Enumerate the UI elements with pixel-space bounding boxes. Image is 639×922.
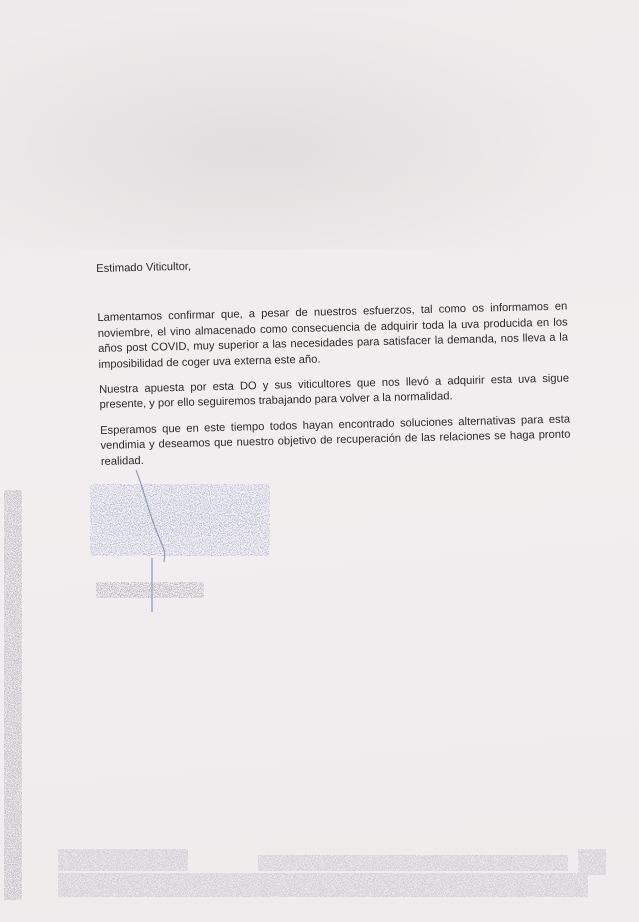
letter-paragraph-2: Nuestra apuesta por esta DO y sus viticultores que nos llevó a adquirir esta uva sigue presente, y por ello seguiremos trabajando para volver a la normalidad. (98, 372, 570, 412)
letter-greeting: Estimado Viticultor, (96, 260, 192, 275)
footer-redaction (58, 845, 618, 900)
letter-paragraph-3: Esperamos que en este tiempo todos hayan encontrado soluciones alternativas para esta vendimia y deseamos que nuestro objetivo de recuperación de las relaciones se haga pronto realidad. (99, 413, 571, 468)
redacted-signature-stamp (86, 470, 276, 620)
left-edge-redaction (4, 490, 22, 900)
letter-body (96, 251, 571, 480)
letter-paragraph-1: Lamentamos confirmar que, a pesar de nuestros esfuerzos, tal como os informamos en noviembre, el vino almacenado como consecuencia de adquirir toda la uva producida en los años post COVID, muy superior a las necesidades para satisfacer la demanda, nos lleva a la imposibilidad de coger uva externa este año. (97, 300, 569, 371)
stamp-inner-band (100, 500, 260, 534)
signature-name-redaction (96, 582, 204, 598)
